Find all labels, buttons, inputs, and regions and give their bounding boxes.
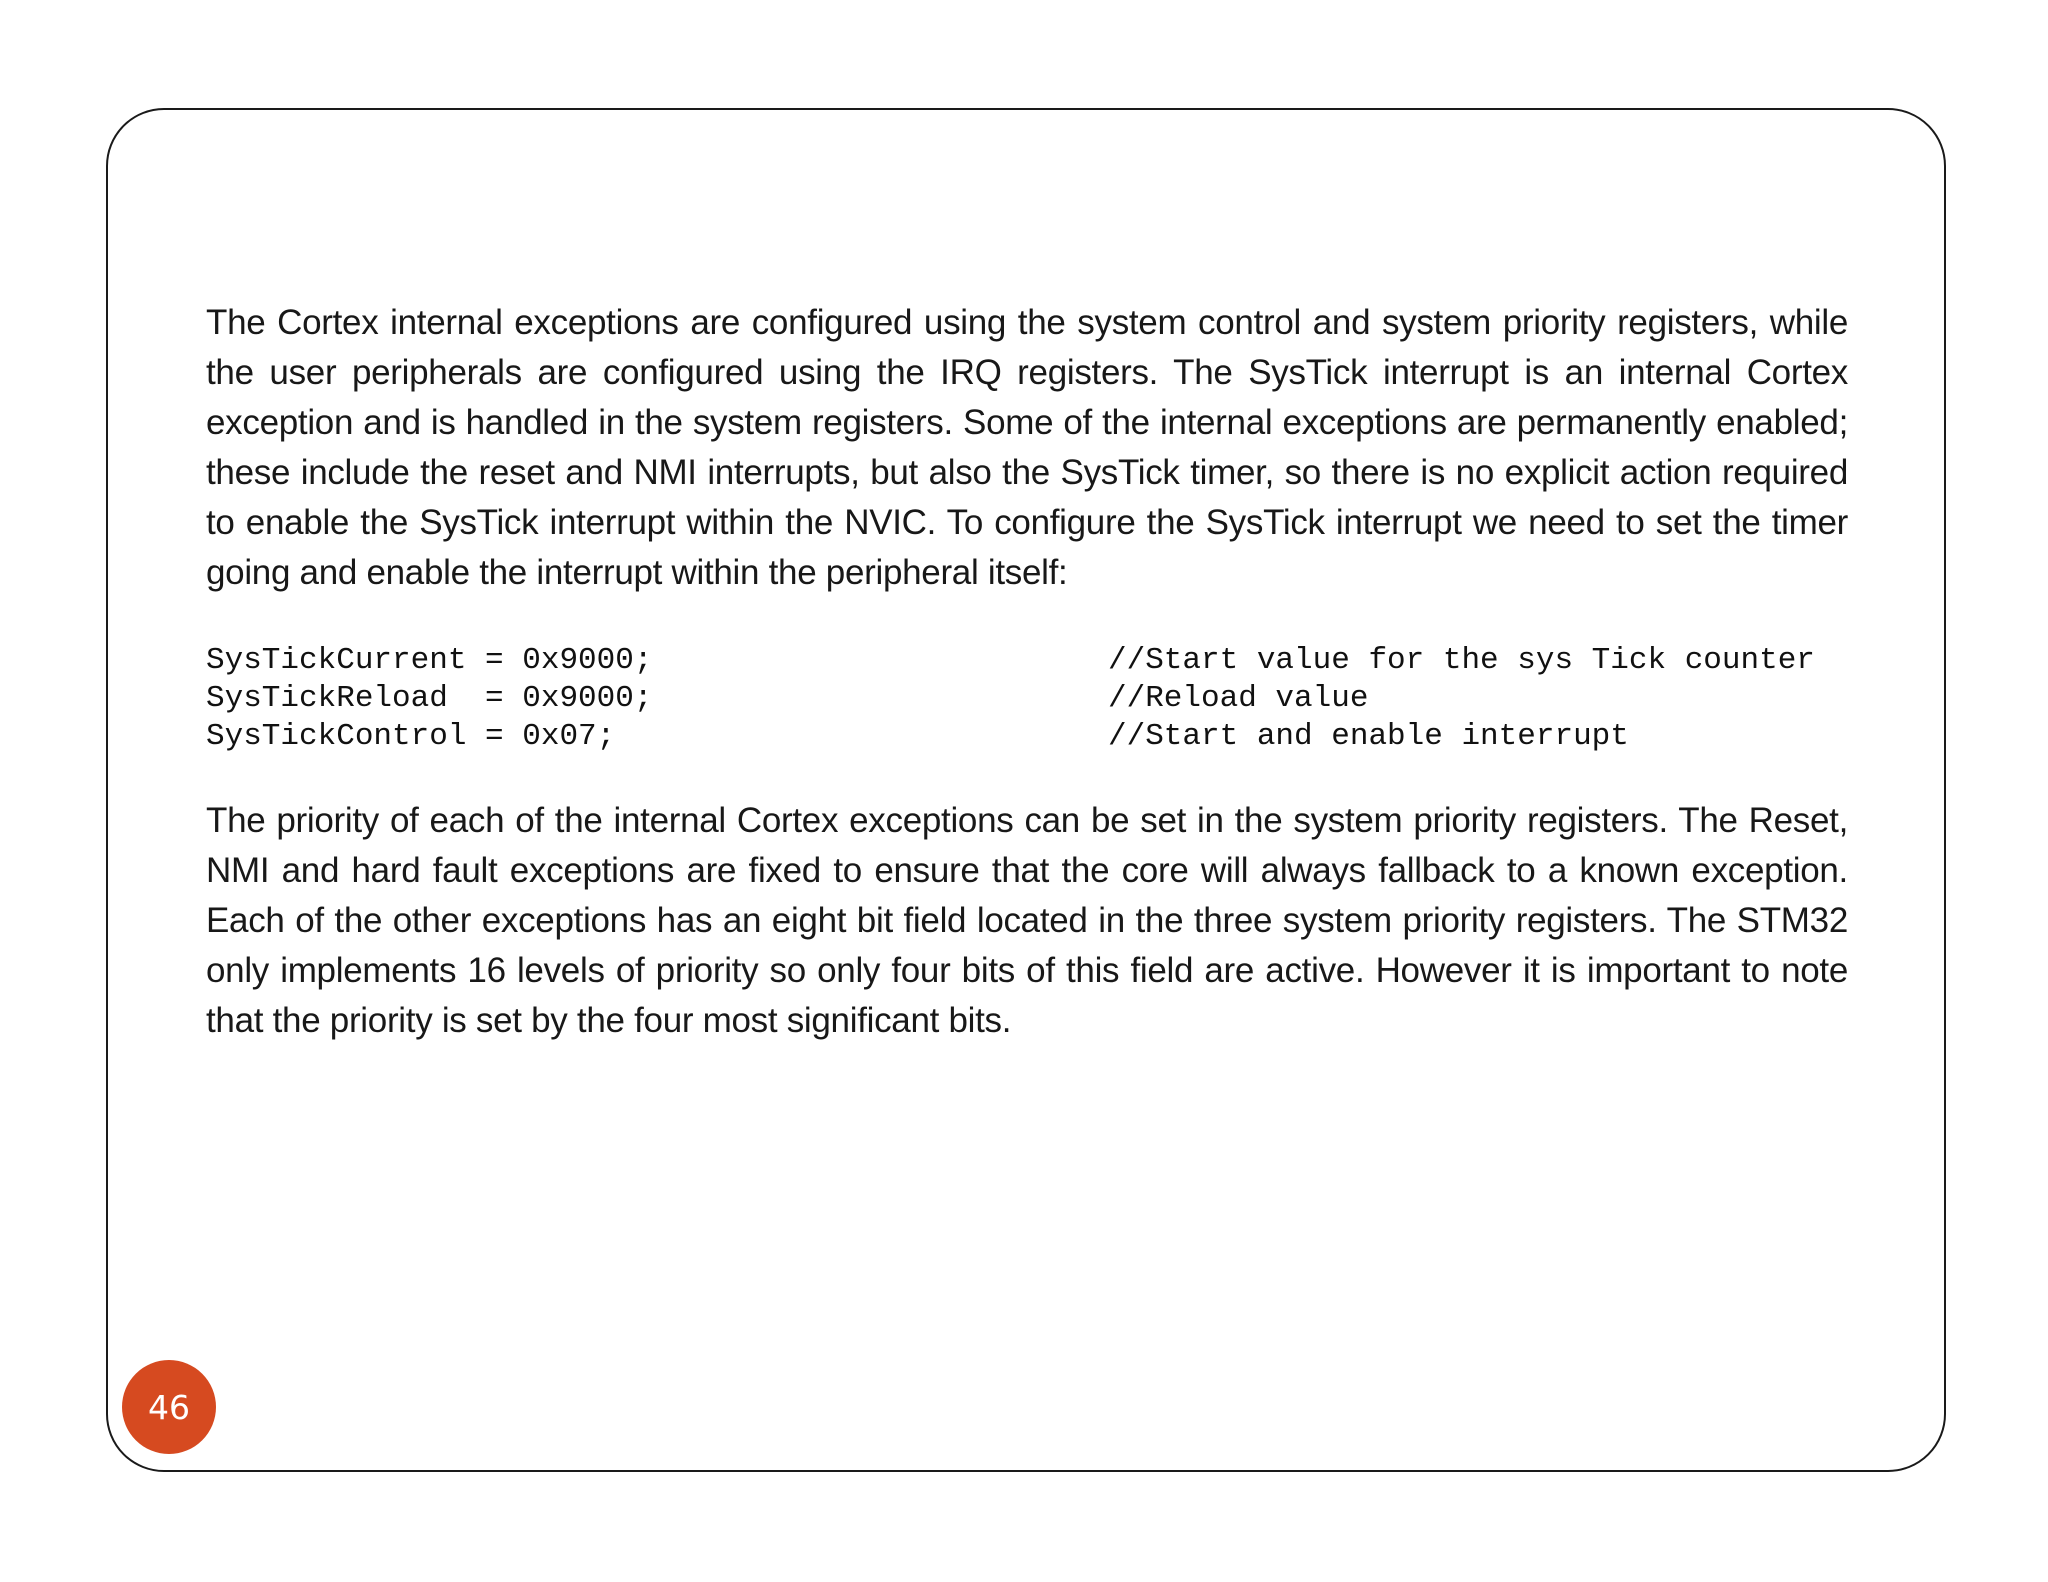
code-comment: //Start and enable interrupt bbox=[1108, 719, 1629, 754]
code-line bbox=[206, 680, 1848, 718]
code-comment: //Start value for the sys Tick counter bbox=[1108, 643, 1815, 678]
code-statement: SysTickControl = 0x07; bbox=[206, 719, 616, 754]
code-statement: SysTickReload = 0x9000; bbox=[206, 681, 653, 716]
intro-paragraph: The Cortex internal exceptions are configured using the system control and system priority registers, while the user peripherals are configured using the IRQ registers. The SysTick interrupt is an internal Cortex exception and is handled in the system registers. Some of the internal exceptions are permanently enabled; these include the reset and NMI interrupts, but also the SysTick timer, so there is no explicit action required to enable the SysTick interrupt within the NVIC. To configure the SysTick interrupt we need to set the timer going and enable the interrupt within the peripheral itself: bbox=[206, 303, 1848, 592]
priority-paragraph: The priority of each of the internal Cortex exceptions can be set in the system priority registers. The Reset, NMI and hard fault exceptions are fixed to ensure that the core will always fallback to a known exception. Each of the other exceptions has an eight bit field located in the three system priority registers. The STM32 only implements 16 levels of priority so only four bits of this field are active. However it is important to note that the priority is set by the four most significant bits. bbox=[206, 801, 1848, 1040]
code-line bbox=[206, 642, 1848, 680]
code-line bbox=[206, 718, 1848, 756]
slide-content bbox=[206, 298, 1848, 1046]
code-statement: SysTickCurrent = 0x9000; bbox=[206, 643, 653, 678]
page-number-badge: 46 bbox=[122, 1360, 216, 1454]
code-block bbox=[206, 642, 1848, 756]
code-comment: //Reload value bbox=[1108, 681, 1369, 716]
